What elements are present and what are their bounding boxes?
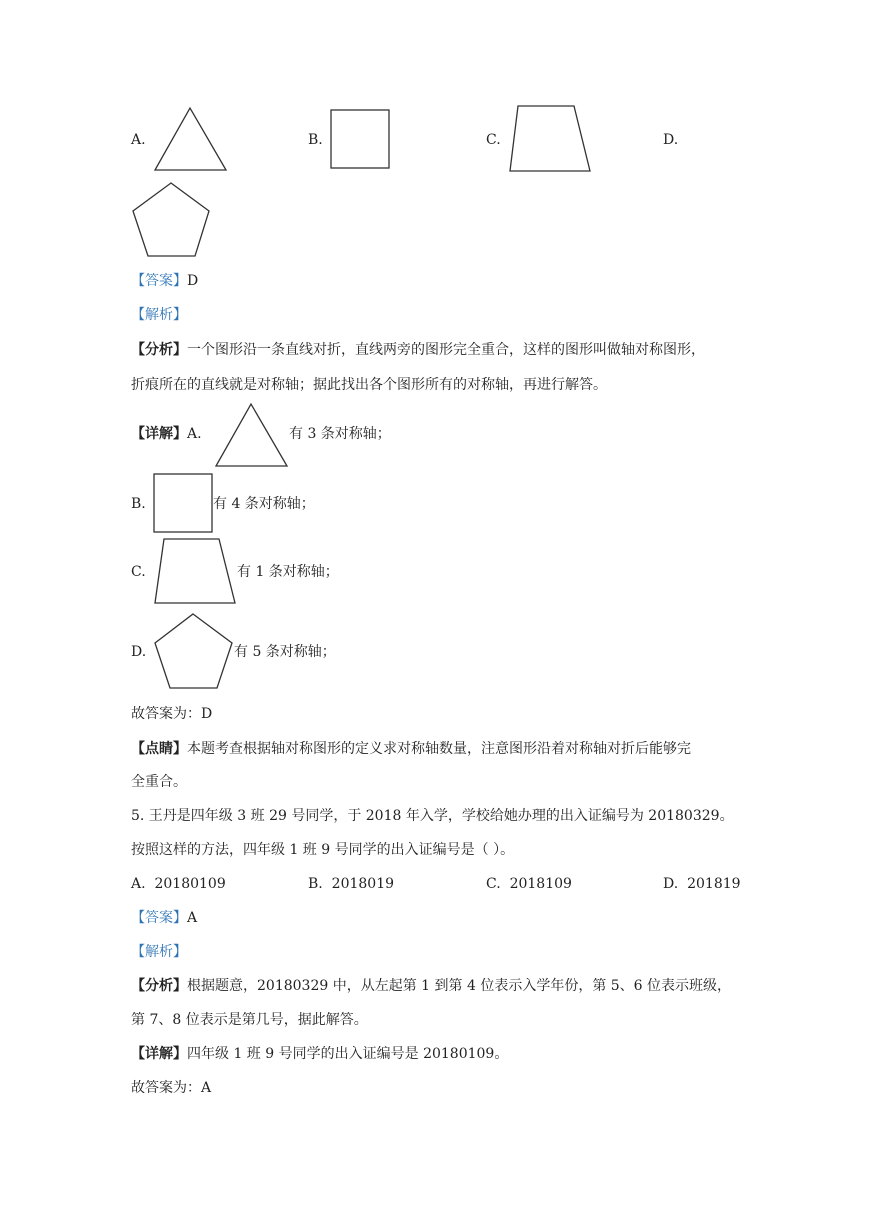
q5-answer: [131, 908, 197, 928]
detail-tag: 【详解】: [131, 426, 187, 442]
detail-b-letter: B.: [131, 496, 146, 512]
q5-option-d: [663, 874, 741, 894]
detail-b-text: 有 4 条对称轴；: [213, 496, 315, 512]
answer-tag: 【答案】: [131, 273, 187, 289]
q5-option-c-text: 2018109: [509, 876, 572, 892]
detail-c-text: 有 1 条对称轴；: [237, 564, 339, 580]
q4-fenxi-line2: 折痕所在的直线就是对称轴；据此找出各个图形所有的对称轴，再进行解答。: [131, 377, 607, 393]
q5-detail: [131, 1044, 508, 1064]
detail-d-letter: D.: [131, 644, 147, 660]
q5-analysis-tag: 【解析】: [131, 944, 187, 960]
q5-option-c-letter: C.: [486, 876, 501, 892]
fenxi-text: 一个图形沿一条直线对折，直线两旁的图形完全重合，这样的图形叫做轴对称图形，: [187, 342, 705, 358]
detail-trapezoid-shape: [155, 539, 235, 603]
q4-dianjing-line2: 全重合。: [131, 774, 187, 790]
q5-fenxi-line1: [131, 976, 731, 996]
q5-option-d-letter: D.: [663, 876, 679, 892]
option-d-letter: D.: [663, 132, 679, 148]
q5-fenxi-tag: 【分析】: [131, 978, 187, 994]
detail-pentagon-shape: [155, 614, 232, 688]
q5-option-b-text: 2018019: [331, 876, 395, 892]
detail-square-shape: [154, 474, 212, 532]
q5-option-a-letter: A.: [131, 876, 146, 892]
q5-fenxi-text: 根据题意，20180329 中，从左起第 1 到第 4 位表示入学年份，第 5、6 位表示班级，: [187, 978, 732, 994]
q5-fenxi-line2: 第 7、8 位表示是第几号，据此解答。: [131, 1012, 368, 1028]
q4-analysis-tag: 【解析】: [131, 307, 187, 323]
q4-conclusion: 故答案为：D: [131, 706, 213, 722]
detail-d-text: 有 5 条对称轴；: [234, 644, 336, 660]
q5-option-a-text: 20180109: [154, 876, 226, 892]
option-b-letter: B.: [308, 132, 323, 148]
q5-detail-text: 四年级 1 班 9 号同学的出入证编号是 20180109。: [187, 1046, 509, 1062]
dianjing-text: 本题考查根据轴对称图形的定义求对称轴数量，注意图形沿着对称轴对折后能够完: [187, 741, 691, 757]
detail-triangle-shape: [216, 404, 287, 466]
q5-answer-value: A: [187, 910, 198, 926]
q5-option-b-letter: B.: [308, 876, 323, 892]
detail-a-text: 有 3 条对称轴；: [289, 426, 391, 442]
q5-answer-tag: 【答案】: [131, 910, 187, 926]
dianjing-tag: 【点睛】: [131, 741, 187, 757]
q5-option-c: [486, 874, 572, 894]
q5-detail-tag: 【详解】: [131, 1046, 187, 1062]
option-c-letter: C.: [486, 132, 501, 148]
q5-stem-line2: 按照这样的方法，四年级 1 班 9 号同学的出入证编号是（ ）。: [131, 842, 515, 858]
detail-c-letter: C.: [131, 564, 146, 580]
q4-dianjing-line1: [131, 739, 691, 759]
fenxi-tag: 【分析】: [131, 342, 187, 358]
q5-option-d-text: 201819: [687, 876, 741, 892]
q5-conclusion: 故答案为：A: [131, 1080, 212, 1096]
answer-value: D: [187, 273, 199, 289]
detail-a-letter: A.: [187, 426, 202, 442]
q5-option-b: [308, 874, 394, 894]
q5-stem-line1: 5. 王丹是四年级 3 班 29 号同学，于 2018 年入学，学校给她办理的出入证编号为 20180329。: [131, 808, 734, 824]
q5-option-a: [131, 874, 226, 894]
option-a-letter: A.: [131, 132, 146, 148]
